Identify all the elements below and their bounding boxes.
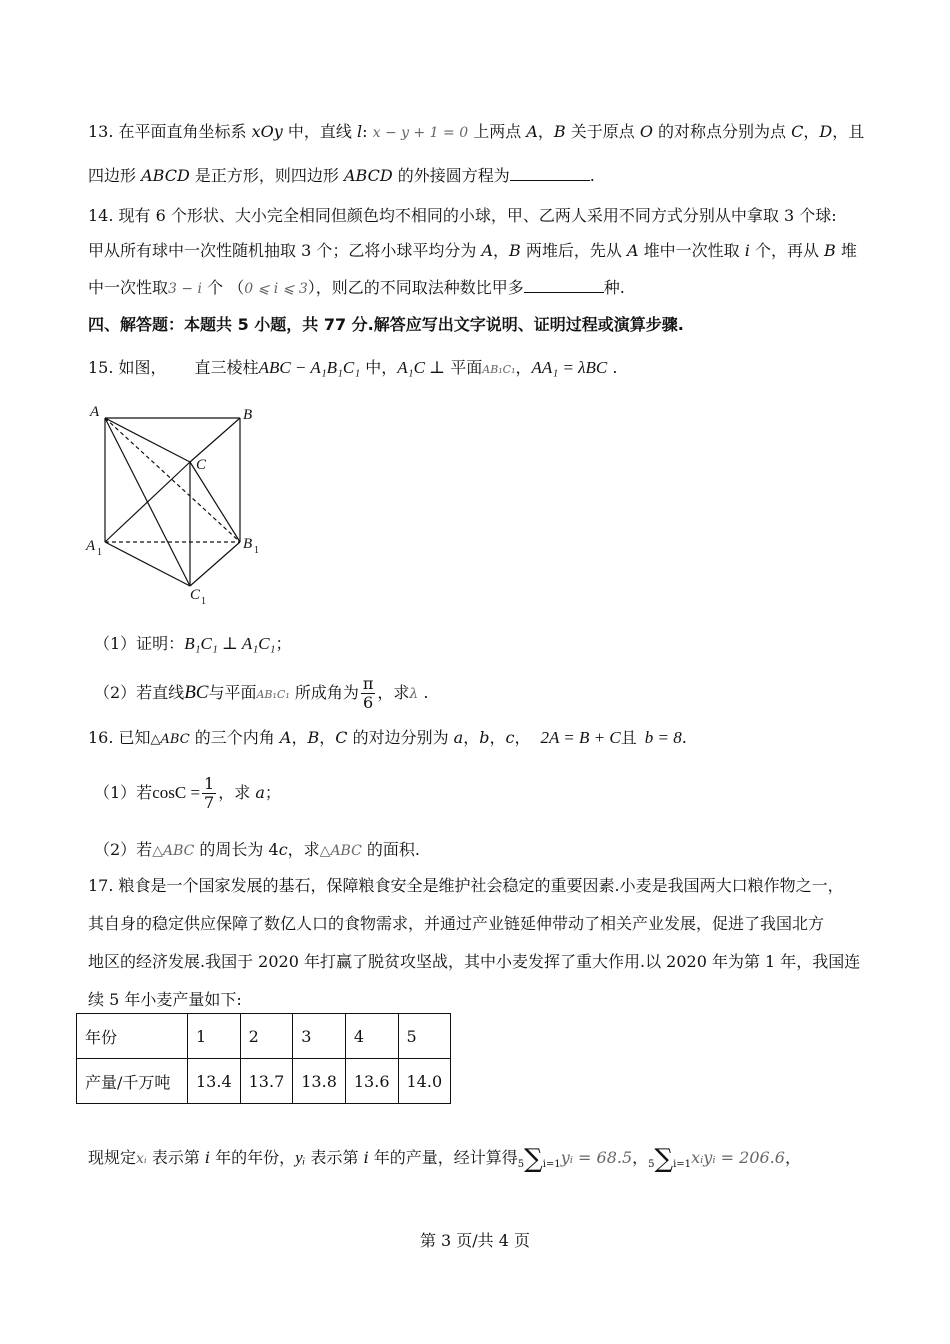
q17-text-c: 年的年份， [210, 1148, 296, 1167]
table-cell: 13.7 [240, 1059, 293, 1104]
label-b1-sub: 1 [254, 545, 259, 556]
q13-text-d: 关于原点 [565, 122, 640, 141]
q15-part1 [94, 632, 291, 656]
edge-b1c1 [190, 542, 240, 586]
q16-s2: ， [319, 728, 336, 747]
q15-text-b: 直三棱柱 [194, 358, 259, 377]
q14-expr: 3 − i [168, 281, 203, 297]
q17-comma: ， [632, 1148, 649, 1167]
q15-angle-fraction [361, 675, 376, 712]
label-b: B [243, 407, 253, 423]
q16-fraction [202, 775, 216, 812]
q14-line1: 14. 现有 6 个形状、大小完全相同但颜色均不相同的小球，甲、乙两人采用不同方式分别从中拿取 3 个球: [88, 206, 837, 225]
q13-C: C [791, 122, 804, 141]
q15-text-d: 平面 [445, 358, 483, 377]
edge-bc [190, 418, 240, 462]
sum1-lower: i=1 [542, 1158, 561, 1170]
q15-part2-text-d: ，求 [377, 683, 410, 702]
q16-text-f: . [681, 728, 687, 747]
wheat-production-table [76, 1013, 451, 1104]
table-header-output: 产量/千万吨 [77, 1059, 188, 1104]
q15-lambda: λ [409, 686, 419, 702]
q16-eq2: b = 8 [644, 728, 682, 747]
q13-D: D [819, 122, 833, 141]
q13-line1 [88, 120, 864, 145]
q16-denominator: 7 [204, 793, 215, 812]
q13-line2 [88, 164, 595, 188]
q17-text-b: 表示第 [146, 1148, 205, 1167]
q16-intro [88, 726, 687, 752]
q15-part2-plane: AB₁C₁ [256, 688, 290, 701]
section-heading: 四、解答题：本题共 5 小题，共 77 分.解答应写出文字说明、证明过程或演算步骤. [88, 315, 684, 334]
q16-b: b [479, 728, 490, 747]
q13-colon: : [362, 122, 368, 141]
edge-a1c1 [105, 542, 190, 586]
q15-intro [88, 356, 617, 382]
table-cell: 13.8 [293, 1059, 346, 1104]
q16-numerator: 1 [204, 774, 215, 793]
q17-text-d: 表示第 [305, 1148, 364, 1167]
table-cell: 14.0 [398, 1059, 451, 1104]
label-a1: A [86, 538, 96, 554]
q13-B: B [553, 122, 566, 141]
table-cell: 13.6 [345, 1059, 398, 1104]
q16-part1-var: a [255, 783, 265, 802]
q13-l: l [357, 122, 363, 141]
label-c1: C [190, 587, 201, 603]
q13-text-f: ，且 [832, 122, 865, 141]
q14-B2: B [824, 241, 836, 260]
q16-triangle3: △ABC [319, 843, 362, 859]
q15-part1-end: ； [275, 634, 292, 653]
q14-text-a: 甲从所有球中一次性随机抽取 3 个；乙将小球平均分为 [88, 241, 482, 260]
q14-text-b: 两堆后，先从 [520, 241, 627, 260]
q16-B: B [307, 728, 320, 747]
q13-xoy: xOy [251, 122, 283, 141]
q15-prism: ABC − A₁B₁C₁ [258, 358, 361, 377]
q13-text-e: 的对称点分别为点 [652, 122, 792, 141]
q16-eq1: 2A = B + C [540, 728, 621, 747]
q16-A: A [279, 728, 292, 747]
q16-a: a [453, 728, 464, 747]
q14-text-i: 种. [603, 278, 625, 297]
label-a: A [90, 404, 100, 420]
table-cell: 3 [293, 1014, 346, 1059]
table-cell: 5 [398, 1014, 451, 1059]
q16-C: C [335, 728, 348, 747]
label-a1-sub: 1 [97, 547, 102, 558]
q17-line1: 17. 粮食是一个国家发展的基石，保障粮食安全是维护社会稳定的重要因素.小麦是我国两大口粮作物之一， [88, 876, 844, 895]
q16-text-a: 16. 已知 [88, 728, 151, 747]
q15-aa1: AA₁ = λBC [531, 358, 608, 377]
q13-end: . [589, 166, 595, 185]
q16-part2-text-a: （2）若 [94, 840, 153, 859]
q14-sep: ， [493, 241, 510, 260]
table-cell: 4 [345, 1014, 398, 1059]
sum2-upper: 5 [648, 1158, 655, 1170]
q17-line4: 续 5 年小麦产量如下: [88, 990, 242, 1009]
q15-perp: A₁C ⊥ [397, 358, 446, 377]
edge-cb1 [190, 462, 240, 542]
prism-figure [84, 400, 274, 610]
q17-sum2: xᵢyᵢ = 206.6 [691, 1148, 785, 1167]
q16-part1-text-a: （1）若 [94, 783, 153, 802]
table-header-year: 年份 [77, 1014, 188, 1059]
sum2-lower: i=1 [673, 1158, 692, 1170]
q14-line3 [88, 276, 625, 301]
q13-O: O [639, 122, 653, 141]
label-c: C [196, 457, 207, 473]
q16-part2-text-c: ，求 [287, 840, 320, 859]
q15-part2-text-c: 所成角为 [289, 683, 359, 702]
q16-text-c: 的对边分别为 [347, 728, 454, 747]
q16-s4: ， [489, 728, 506, 747]
q14-A: A [481, 241, 494, 260]
q17-line2: 其自身的稳定供应保障了数亿人口的食物需求，并通过产业链延伸带动了相关产业发展，促进了我国北方 [88, 914, 825, 933]
q14-text-h: ），则乙的不同取法种数比甲多 [307, 278, 524, 297]
table-cell: 13.4 [188, 1059, 241, 1104]
q15-part2 [94, 672, 428, 716]
q16-text-e: 且 [620, 728, 637, 747]
q15-part2-end: . [418, 683, 429, 702]
q15-text-c: 中， [360, 358, 398, 377]
q14-range: 0 ⩽ i ⩽ 3 [244, 281, 308, 297]
q14-text-d: 个，再从 [749, 241, 825, 260]
q14-text-c: 堆中一次性取 [638, 241, 745, 260]
q15-text-f: . [607, 358, 618, 377]
q13-text-h: 是正方形，则四边形 [189, 166, 344, 185]
q17-text-a: 现规定 [88, 1148, 137, 1167]
q13-abcd1: ABCD [141, 166, 190, 185]
q13-text-i: 的外接圆方程为 [392, 166, 510, 185]
q13-sep2: ， [803, 122, 820, 141]
q15-text-e: ， [515, 358, 532, 377]
q14-line2 [88, 239, 857, 263]
q16-part2-text-d: 的面积. [361, 840, 420, 859]
table-row [77, 1014, 451, 1059]
q16-c: c [505, 728, 515, 747]
q16-triangle: △ABC [150, 732, 190, 747]
q16-text-b: 的三个内角 [189, 728, 280, 747]
q13-abcd2: ABCD [343, 166, 393, 185]
q14-answer-blank[interactable] [524, 278, 604, 293]
table-row [77, 1059, 451, 1104]
q17-sum2-symbol: 5∑i=1 [648, 1143, 692, 1174]
q17-yi: yᵢ [295, 1148, 306, 1167]
edge-a1c [105, 462, 190, 542]
q15-part2-text-b: 与平面 [208, 683, 257, 702]
q16-part2-c: c [278, 840, 288, 859]
page-footer: 第 3 页/共 4 页 [419, 1231, 531, 1250]
q13-answer-blank[interactable] [510, 166, 590, 181]
table-cell: 2 [240, 1014, 293, 1059]
label-c1-sub: 1 [201, 596, 206, 607]
q16-cos: cosC = [152, 783, 201, 802]
q14-text-g: 个 （ [202, 278, 245, 297]
label-b1: B [243, 536, 253, 552]
q15-part1-expr: B₁C₁ ⊥ A₁C₁ [184, 634, 276, 653]
q17-comma2: ， [784, 1148, 801, 1167]
q17-definition [88, 1134, 801, 1183]
q16-s1: ， [291, 728, 308, 747]
q16-part2 [94, 838, 420, 863]
q17-sum1: yᵢ = 68.5 [560, 1148, 633, 1167]
q13-text-g: 四边形 [88, 166, 142, 185]
q17-i2: i [363, 1148, 369, 1167]
q16-part1-end: ； [264, 783, 281, 802]
q14-A2: A [626, 241, 639, 260]
q15-part1-text: （1）证明： [94, 634, 185, 653]
q16-text-d: ， [514, 728, 531, 747]
q16-part1-text-b: ，求 [218, 783, 256, 802]
q13-text-b: 中，直线 [282, 122, 357, 141]
q14-text-e: 堆 [835, 241, 857, 260]
q13-text-a: 13. 在平面直角坐标系 [88, 122, 252, 141]
q16-s3: ， [463, 728, 480, 747]
q14-i: i [744, 241, 750, 260]
q15-text-a: 15. 如图， [88, 358, 167, 377]
q15-part2-text-a: （2）若直线 [94, 683, 185, 702]
sum1-upper: 5 [517, 1158, 525, 1170]
table-cell: 1 [188, 1014, 241, 1059]
q17-line3: 地区的经济发展.我国于 2020 年打赢了脱贫攻坚战，其中小麦发挥了重大作用.以 2020 年为第 1 年，我国连 [88, 952, 861, 971]
q16-part2-text-b: 的周长为 4 [194, 840, 279, 859]
q13-A: A [526, 122, 538, 141]
edge-ac [105, 418, 190, 462]
q15-pi: π [362, 674, 374, 693]
q17-xi: xᵢ [136, 1151, 147, 1167]
q16-triangle2: △ABC [152, 843, 195, 859]
q17-sum1-symbol: 5∑i=1 [517, 1143, 561, 1174]
q13-text-c: 上两点 [468, 122, 527, 141]
q17-i1: i [204, 1148, 211, 1167]
q13-sep1: ， [537, 122, 554, 141]
q16-part1 [94, 772, 281, 814]
q15-six: 6 [363, 693, 374, 712]
q15-part2-bc: BC [184, 682, 209, 703]
q15-plane: AB₁C₁ [482, 363, 516, 376]
q14-text-f: 中一次性取 [88, 278, 169, 297]
q14-B: B [509, 241, 521, 260]
q13-line-equation: x − y + 1 = 0 [372, 125, 469, 141]
q17-text-e: 年的产量，经计算得 [368, 1148, 518, 1167]
